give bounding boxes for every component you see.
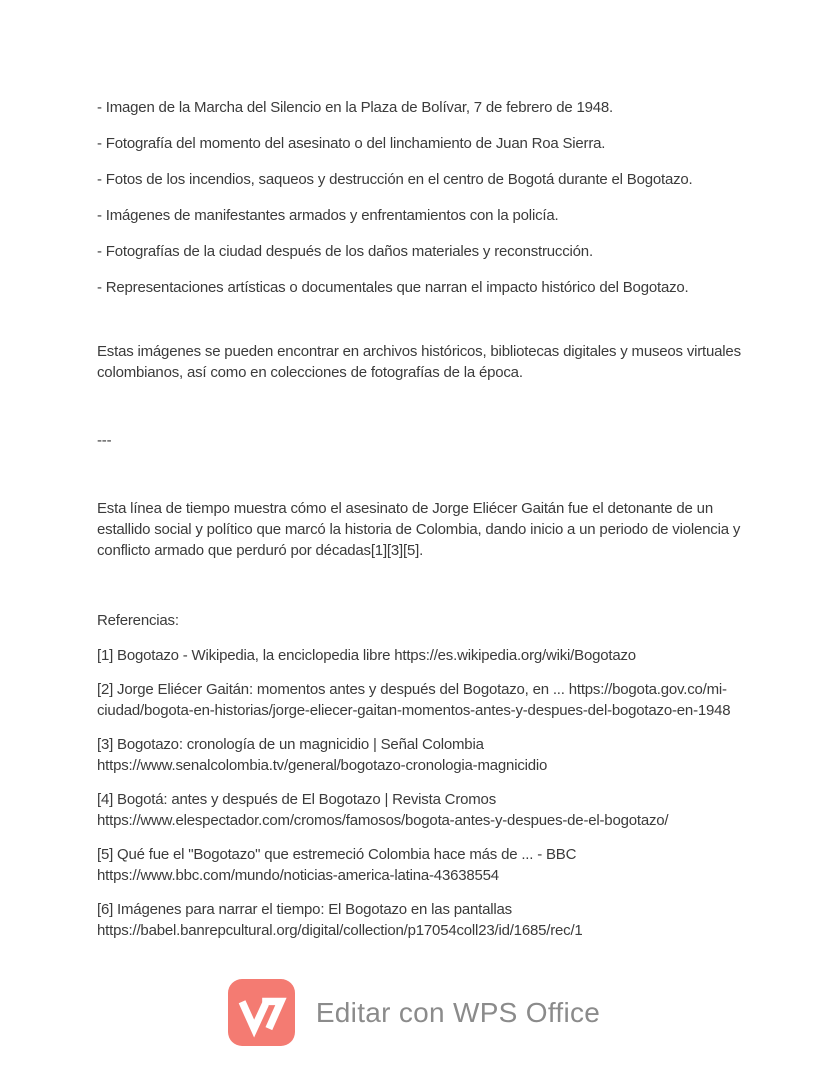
- sources-paragraph: Estas imágenes se pueden encontrar en archivos históricos, bibliotecas digitales y museos virtuales colombianos, así como en colecciones de fotografías de la época.: [97, 343, 741, 381]
- reference-item: [5] Qué fue el "Bogotazo" que estremeció Colombia hace más de ... - BBC https://www.bbc.com/mundo/noticias-america-latina-43638554: [97, 846, 577, 884]
- bullet-item: - Fotografías de la ciudad después de los daños materiales y reconstrucción.: [97, 243, 593, 260]
- reference-item: [3] Bogotazo: cronología de un magnicidio | Señal Colombia https://www.senalcolombia.tv/general/bogotazo-cronologia-magnicidio: [97, 736, 548, 774]
- references-heading: Referencias:: [97, 612, 179, 629]
- bullet-item: - Fotos de los incendios, saqueos y destrucción en el centro de Bogotá durante el Bogotazo.: [97, 171, 693, 188]
- reference-item: [4] Bogotá: antes y después de El Bogotazo | Revista Cromos https://www.elespectador.com/cromos/famosos/bogota-antes-y-despues-de-el-bogotazo/: [97, 791, 669, 829]
- reference-item: [2] Jorge Eliécer Gaitán: momentos antes y después del Bogotazo, en ... https://bogota.gov.co/mi-ciudad/bogota-en-historias/jorge-eliecer-gaitan-momentos-antes-y-despues-del-bogotazo-en-1948: [97, 681, 731, 719]
- conclusion-paragraph: Esta línea de tiempo muestra cómo el asesinato de Jorge Eliécer Gaitán fue el detonante de un estallido social y político que marcó la historia de Colombia, dando inicio a un periodo de violencia y conflicto armado que perduró por décadas[1][3][5].: [97, 500, 741, 559]
- bullet-item: - Imágenes de manifestantes armados y enfrentamientos con la policía.: [97, 207, 559, 224]
- bullet-item: - Representaciones artísticas o documentales que narran el impacto histórico del Bogotazo.: [97, 279, 689, 296]
- watermark-label[interactable]: Editar con WPS Office: [315, 996, 601, 1028]
- bullet-item: - Imagen de la Marcha del Silencio en la Plaza de Bolívar, 7 de febrero de 1948.: [97, 99, 613, 116]
- reference-item: [1] Bogotazo - Wikipedia, la enciclopedia libre https://es.wikipedia.org/wiki/Bogotazo: [97, 647, 636, 664]
- wps-edit-watermark[interactable]: [0, 979, 828, 1046]
- wps-logo-icon[interactable]: [228, 979, 295, 1046]
- separator-dashes: ---: [97, 432, 112, 449]
- reference-item: [6] Imágenes para narrar el tiempo: El Bogotazo en las pantallas https://babel.banrepcultural.org/digital/collection/p17054coll23/id/1685/rec/1: [97, 901, 583, 939]
- bullet-item: - Fotografía del momento del asesinato o del linchamiento de Juan Roa Sierra.: [97, 135, 606, 152]
